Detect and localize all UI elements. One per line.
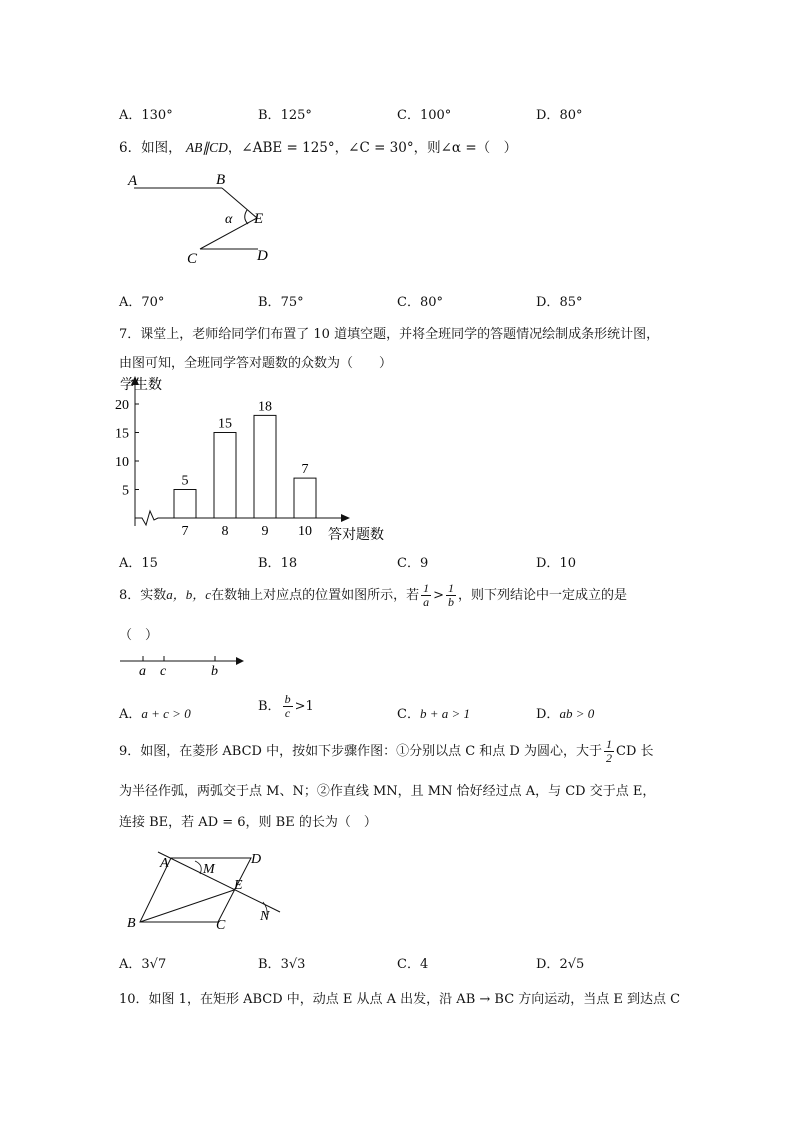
q5-option-c: C．100° — [397, 108, 452, 123]
q8-option-d: D．ab > 0 — [536, 706, 595, 722]
q6-option-a: A．70° — [119, 295, 165, 310]
bar — [214, 433, 236, 519]
q10-stem-line1: 10．如图 1，在矩形 ABCD 中，动点 E 从点 A 出发，沿 AB → BC 方向运动，当点 E 到达点 C — [119, 992, 681, 1007]
q6-figure — [120, 166, 290, 266]
q6-option-b: B．75° — [258, 295, 304, 310]
q9-option-a: A．3√7 — [119, 957, 167, 972]
bar-data-label: 5 — [181, 473, 189, 489]
q9-stem-line3: 连接 BE，若 AD = 6，则 BE 的长为（ ） — [119, 815, 377, 830]
q5-option-d: D．80° — [536, 108, 583, 123]
q7-stem-line2: 由图可知，全班同学答对题数的众数为（ ） — [119, 356, 393, 371]
q9-stem-line1: 9．如图，在菱形 ABCD 中，按如下步骤作图：①分别以点 C 和点 D 为圆心，大于 $\frac{1}{2}$ CD 长 — [119, 737, 654, 765]
q9-option-d: D．2√5 — [536, 957, 585, 972]
q6-condition-angles: ，∠ABE = 125°，∠C = 30°，则∠α =（ ） — [227, 140, 518, 156]
q9-option-c: C．4 — [397, 957, 429, 972]
x-tick-label: 10 — [298, 524, 312, 539]
q6-option-d: D．85° — [536, 295, 583, 310]
bar-data-label: 15 — [218, 416, 232, 432]
bar — [254, 415, 276, 518]
bar-data-label: 7 — [301, 462, 309, 478]
q9-label-m: M — [203, 862, 215, 877]
q9-figure — [120, 845, 290, 940]
q6-stem — [119, 136, 517, 156]
q9-fraction-half: $\frac{1}{2}$ — [606, 737, 612, 765]
q9-label-d: D — [251, 852, 262, 867]
label-c: c — [160, 664, 167, 679]
q8-paren: （ ） — [119, 628, 159, 643]
q6-label-c: C — [187, 251, 198, 266]
q7-option-c: C．9 — [397, 556, 429, 571]
number-line-arrow-icon — [236, 657, 244, 665]
q9-label-c: C — [216, 918, 226, 933]
q9-stem-line2: 为半径作弧，两弧交于点 M、N；②作直线 MN，且 MN 恰好经过点 A，与 CD 交于点 E， — [119, 784, 656, 799]
q8-stem: 8．实数a，b，c在数轴上对应点的位置如图所示，若 $\frac{1}{a}$ > $\frac{1}{b}$ ，则下列结论中一定成立的是 — [119, 581, 627, 609]
x-tick-label: 7 — [181, 524, 189, 539]
y-tick-label: 20 — [115, 398, 129, 413]
q9-option-b: B．3√3 — [258, 957, 306, 972]
line-mn — [158, 852, 280, 912]
x-tick-label: 8 — [221, 524, 229, 539]
q7-option-a: A．15 — [119, 556, 158, 571]
y-tick-label: 10 — [115, 455, 129, 470]
q8-option-b: B． $\frac{b}{c}$ >1 — [258, 692, 314, 720]
q8-fraction-1-over-b: $\frac{1}{b}$ — [447, 581, 454, 609]
bar-data-label: 18 — [258, 399, 272, 415]
q7-option-d: D．10 — [536, 556, 576, 571]
q6-label-d: D — [257, 248, 268, 264]
q8-option-a: A．a + c > 0 — [119, 706, 191, 722]
q7-bar-chart — [110, 370, 410, 545]
q9-label-e: E — [234, 878, 243, 893]
q6-angle-arc — [245, 210, 248, 224]
q5-option-a: A．130° — [119, 108, 173, 123]
y-tick-label: 5 — [122, 483, 129, 499]
chart-x-axis-title: 答对题数 — [328, 528, 384, 543]
q6-condition-parallel: AB∥CD — [185, 140, 228, 155]
q9-label-n: N — [260, 909, 270, 924]
x-tick-label: 9 — [261, 524, 269, 539]
q6-number: 6．如图， — [119, 140, 182, 156]
q9-label-b: B — [127, 916, 136, 931]
q6-option-c: C．80° — [397, 295, 443, 310]
label-b: b — [211, 664, 218, 679]
x-axis-arrow-icon — [341, 514, 350, 522]
bar — [174, 490, 196, 519]
q8-fraction-1-over-a: $\frac{1}{a}$ — [423, 581, 430, 609]
q9-label-a: A — [160, 856, 169, 871]
q5-option-b: B．125° — [258, 108, 312, 123]
chart-y-axis-title: 学生数 — [120, 378, 162, 393]
y-tick-label: 15 — [115, 426, 129, 442]
bar — [294, 478, 316, 518]
q8-option-c: C．b + a > 1 — [397, 706, 470, 722]
label-a: a — [139, 664, 146, 679]
q8-variables: a，b，c — [166, 587, 212, 602]
q8-number-line — [118, 650, 253, 680]
q6-label-a: A — [128, 173, 138, 189]
q8-option-b-fraction: $\frac{b}{c}$ — [284, 692, 291, 720]
q6-label-b: B — [216, 172, 226, 188]
q7-stem-line1: 7．课堂上，老师给同学们布置了 10 道填空题，并将全班同学的答题情况绘制成条形统计图， — [119, 327, 660, 342]
q6-label-alpha: α — [225, 212, 233, 227]
q7-option-b: B．18 — [258, 556, 298, 571]
q6-label-e: E — [254, 211, 264, 227]
